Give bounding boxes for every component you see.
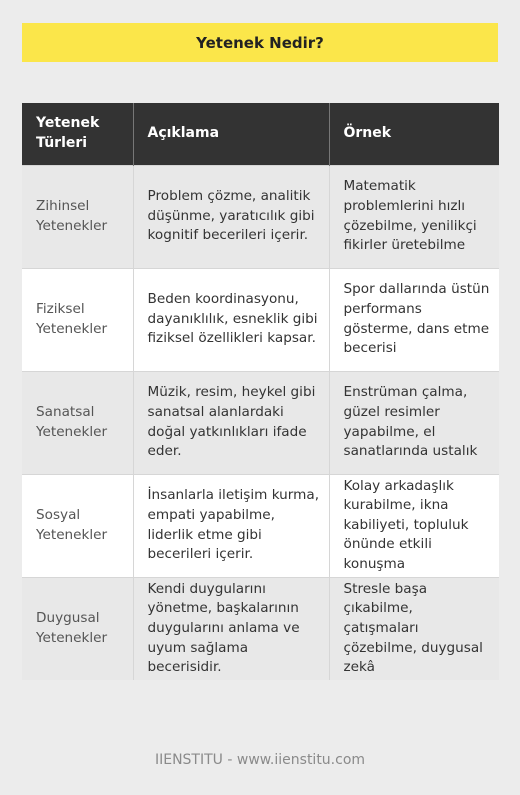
skill-type-cell: Sanatsal Yetenekler [22, 371, 133, 474]
table-row [22, 268, 499, 371]
skill-example-cell: Stresle başa çıkabilme, çatışmaları çözebilme, duygusal zekâ [329, 577, 499, 680]
skill-type-cell: Duygusal Yetenekler [22, 577, 133, 680]
skill-example-cell: Kolay arkadaşlık kurabilme, ikna kabiliyeti, topluluk önünde etkili konuşma [329, 474, 499, 577]
skill-example-cell: Matematik problemlerini hızlı çözebilme, yenilikçi fikirler üretebilme [329, 165, 499, 268]
skill-example-cell: Enstrüman çalma, güzel resimler yapabilme, el sanatlarında ustalık [329, 371, 499, 474]
column-header-type: Yetenek Türleri [22, 103, 133, 165]
skill-example-cell: Spor dallarında üstün performans gösterme, dans etme becerisi [329, 268, 499, 371]
footer-credit: IIENSTITU - www.iienstitu.com [154, 752, 366, 768]
skill-description-cell: İnsanlarla iletişim kurma, empati yapabilme, liderlik etme gibi becerileri içerir. [133, 474, 329, 577]
skill-description-cell: Problem çözme, analitik düşünme, yaratıcılık gibi kognitif becerileri içerir. [133, 165, 329, 268]
table-row [22, 577, 499, 680]
column-header-description: Açıklama [133, 103, 329, 165]
table-row [22, 165, 499, 268]
table-row [22, 371, 499, 474]
skill-description-cell: Kendi duygularını yönetme, başkalarının duygularını anlama ve uyum sağlama becerisidir. [133, 577, 329, 680]
table-row [22, 474, 499, 577]
skill-description-cell: Müzik, resim, heykel gibi sanatsal alanlardaki doğal yatkınlıkları ifade eder. [133, 371, 329, 474]
skill-type-cell: Fiziksel Yetenekler [22, 268, 133, 371]
page-title: Yetenek Nedir? [22, 23, 498, 62]
skills-table [22, 103, 499, 680]
skill-description-cell: Beden koordinasyonu, dayanıklılık, esneklik gibi fiziksel özellikleri kapsar. [133, 268, 329, 371]
skill-type-cell: Zihinsel Yetenekler [22, 165, 133, 268]
table-header-row [22, 103, 499, 165]
column-header-example: Örnek [329, 103, 499, 165]
skill-type-cell: Sosyal Yetenekler [22, 474, 133, 577]
